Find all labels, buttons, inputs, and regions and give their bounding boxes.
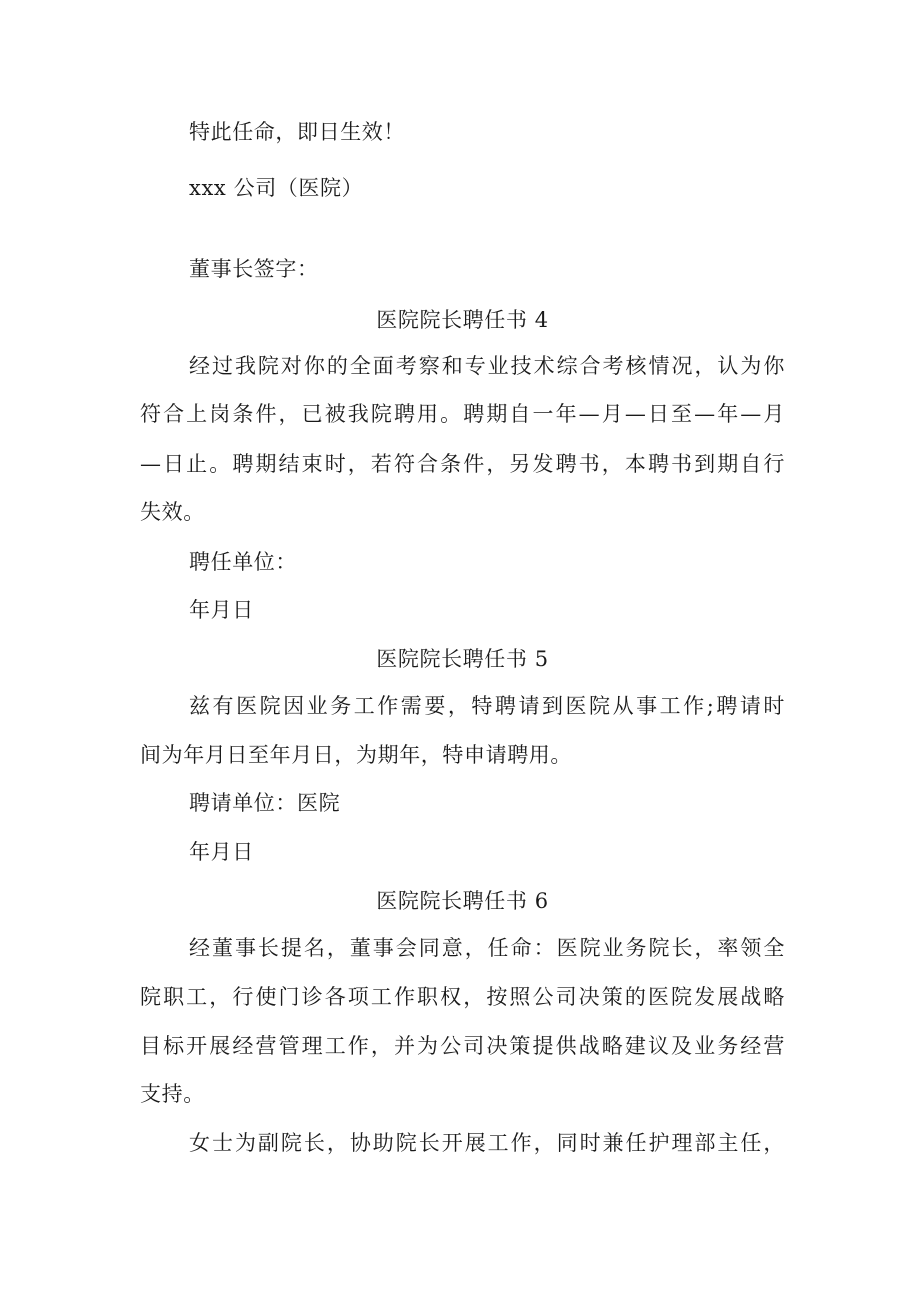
paragraph-4-line-4: 失效。 xyxy=(140,500,205,524)
paragraph-7-line-1: 女士为副院长，协助院长开展工作，同时兼任护理部主任， xyxy=(189,1131,785,1155)
section-title-4: 医院院长聘任书 4 xyxy=(376,308,549,332)
date-line-4: 年月日 xyxy=(189,598,254,622)
paragraph-5-line-2: 间为年月日至年月日，为期年，特申请聘用。 xyxy=(140,743,572,767)
section-title-5: 医院院长聘任书 5 xyxy=(376,647,549,671)
section-title-6: 医院院长聘任书 6 xyxy=(376,889,549,913)
employer-line-4: 聘任单位： xyxy=(189,550,297,574)
paragraph-4-line-2: 符合上岗条件，已被我院聘用。聘期自一年—月—日至—年—月 xyxy=(140,402,785,426)
paragraph-6-line-1: 经董事长提名，董事会同意，任命：医院业务院长，率领全 xyxy=(189,936,785,960)
paragraph-6-line-4: 支持。 xyxy=(140,1082,205,1106)
closing-line: 特此任命，即日生效！ xyxy=(189,120,405,144)
chairman-signature-line: 董事长签字： xyxy=(189,257,319,281)
paragraph-4-line-3: —日止。聘期结束时，若符合条件，另发聘书，本聘书到期自行 xyxy=(140,452,785,476)
paragraph-6-line-2: 院职工，行使门诊各项工作职权，按照公司决策的医院发展战略 xyxy=(140,985,785,1009)
paragraph-5-line-1: 兹有医院因业务工作需要，特聘请到医院从事工作;聘请时 xyxy=(189,694,785,718)
date-line-5: 年月日 xyxy=(189,840,254,864)
company-line: xxx 公司（医院） xyxy=(189,176,364,200)
paragraph-6-line-3: 目标开展经营管理工作，并为公司决策提供战略建议及业务经营 xyxy=(140,1034,785,1058)
paragraph-4-line-1: 经过我院对你的全面考察和专业技术综合考核情况，认为你 xyxy=(189,354,785,378)
employer-line-5: 聘请单位：医院 xyxy=(189,791,341,815)
